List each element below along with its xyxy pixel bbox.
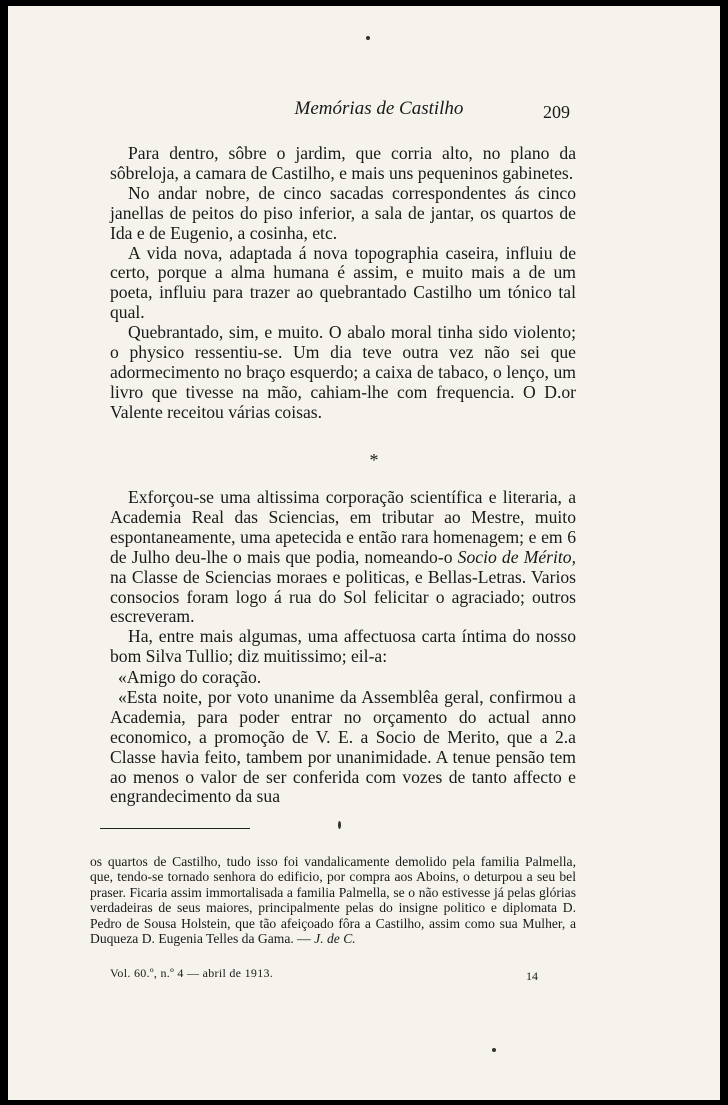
imprint-line: Vol. 60.º, n.º 4 — abril de 1913.	[110, 966, 274, 980]
running-title: Memórias de Castilho	[294, 98, 464, 119]
body-section-2	[110, 488, 576, 667]
paragraph-5	[110, 488, 576, 627]
paragraph-3: A vida nova, adaptada á nova topographia caseira, influiu de certo, porque a alma humana é assim, e muito mais a de um poeta, influiu para trazer ao quebrantado Castilho um tónico tal qual.	[110, 242, 576, 323]
letter-quote	[110, 668, 576, 807]
footnote	[90, 854, 576, 946]
paragraph-1: Para dentro, sôbre o jardim, que corria alto, no plano da sôbreloja, a camara de Castilho, e mais uns pequeninos gabinetes.	[110, 143, 576, 183]
page-header	[8, 98, 720, 124]
footnote-text	[90, 854, 576, 946]
paragraph-5-italic: Socio de Mérito,	[457, 546, 576, 567]
paragraph-5-lead: Exforçou-se uma altissima corporação scientífica e literaria, a Academia Real das Sciencias, em tributar ao Mestre, muito espontaneamente, uma apetecida e então rara homenagem; e em 6 de Julho deu-lhe o mais que podia, nomeando-o	[110, 487, 576, 567]
speck-mark	[492, 1048, 496, 1052]
section-separator: *	[369, 450, 379, 470]
paragraph-6: Ha, entre mais algumas, uma affectuosa carta íntima do nosso bom Silva Tullio; diz muitissimo; eil-a:	[110, 626, 576, 667]
footnote-signature: J. de C.	[314, 931, 356, 947]
footnote-rule	[100, 828, 250, 829]
body-section-1	[110, 144, 576, 423]
speck-mark	[366, 36, 370, 40]
signature-mark: 14	[526, 969, 538, 983]
paragraph-5-tail: na Classe de Sciencias moraes e politicas, e Bellas-Letras. Varios consocios foram logo á rua do Sol felicitar o agraciado; outros escreveram.	[110, 566, 576, 627]
book-page	[8, 6, 720, 1100]
letter-salutation: «Amigo do coração.	[118, 667, 262, 687]
paragraph-2: No andar nobre, de cinco sacadas correspondentes ás cinco janellas de peitos do piso inferior, a sala de jantar, os quartos de Ida e de Eugenio, a cosinha, etc.	[110, 182, 576, 243]
letter-body: «Esta noite, por voto unanime da Assemblêa geral, confirmou a Academia, para poder entrar no orçamento do actual anno economico, a promoção de V. E. a Socio de Merito, que a 2.a Classe havia feito, tambem por unanimidade. A tenue pensão tem ao menos o valor de ser conferida com vozes de tanto affecto e engrandecimento da sua	[110, 686, 576, 807]
footnote-body: os quartos de Castilho, tudo isso foi vandalicamente demolido pela familia Palmella, que, tendo-se tornado senhora do edificio, por compra aos Aboins, o deturpou a seu bel praser. Ficaria assim immortalisada a familia Palmella, se o não estivesse já pelas glórias verdadeiras de seus maiores, principalmente pelas do insigne politico e diplomata D. Pedro de Sousa Holstein, que tão afeiçoado fôra a Castilho, assim como sua Mulher, a Duqueza D. Eugenia Telles da Gama. —	[90, 854, 576, 947]
page-number: 209	[543, 102, 570, 122]
speck-mark	[338, 821, 341, 829]
paragraph-4: Quebrantado, sim, e muito. O abalo moral tinha sido violento; o physico ressentiu-se. Um dia teve outra vez não sei que adormecimento no braço esquerdo; a caixa de tabaco, o lenço, um livro que tivesse na mão, cahiam-lhe com frequencia. O D.or Valente receitou várias coisas.	[110, 322, 576, 422]
